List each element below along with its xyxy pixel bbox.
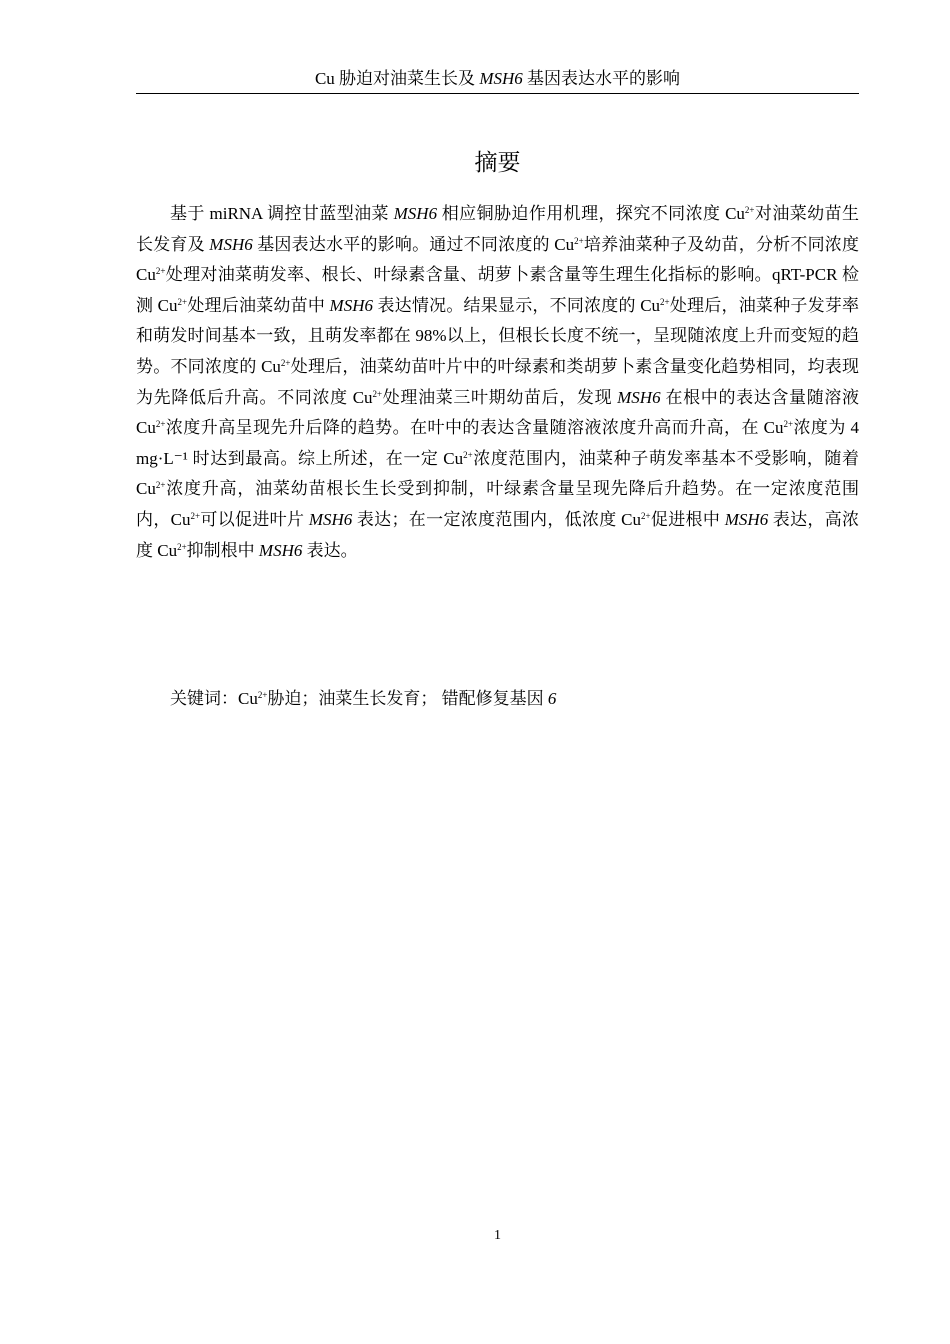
gene-name: MSH6 — [329, 295, 373, 315]
abstract-text: 表达，高浓度 Cu — [136, 509, 860, 560]
abstract-text: 可以促进叶片 — [200, 509, 309, 529]
superscript-charge: 2+ — [190, 510, 201, 521]
page-number: 1 — [494, 1228, 501, 1243]
superscript-charge: 2+ — [155, 419, 166, 430]
superscript-charge: 2+ — [372, 388, 383, 399]
gene-name: MSH6 — [209, 234, 253, 254]
abstract-text: 促进根中 — [650, 509, 725, 529]
superscript-charge: 2+ — [257, 690, 268, 700]
abstract-text: 浓度升高，油菜幼苗根长生长受到抑制，叶绿素含量呈现先降后升趋势。在一定浓度范围内，Cu — [136, 479, 859, 529]
abstract-text: 浓度范围内，油菜种子萌发率基本不受影响，随着 Cu — [136, 448, 859, 499]
abstract-text: 相应铜胁迫作用机理，探究不同浓度 Cu — [437, 204, 745, 223]
abstract-text: 表达；在一定浓度范围内，低浓度 Cu — [352, 509, 642, 529]
keywords-text: 关键词：Cu — [170, 689, 258, 708]
gene-name: MSH6 — [258, 540, 303, 560]
abstract-text: 浓度升高呈现先升后降的趋势。在叶中的表达含量随溶液浓度升高而升高，在 Cu — [165, 418, 784, 438]
abstract-text: 处理对油菜萌发率、根长、叶绿素含量、胡萝卜素含量等生理生化指标的影响。qRT-PCR 检测 Cu — [136, 265, 859, 315]
header-suffix: 基因表达水平的影响 — [522, 69, 681, 88]
abstract-text: 处理油菜三叶期幼苗后，发现 — [382, 387, 618, 407]
abstract-text: 处理后油菜幼苗中 — [187, 295, 330, 315]
keywords-text: 胁迫；油菜生长发育； 错配修复基因 — [267, 689, 548, 708]
running-header — [136, 68, 859, 90]
superscript-charge: 2+ — [155, 480, 166, 491]
header-gene-name: MSH6 — [479, 69, 523, 88]
superscript-charge: 2+ — [463, 449, 473, 460]
abstract-text: 处理后，油菜种子发芽率和萌发时间基本一致，且萌发率都在 98%以上，但根长长度不统一，呈现随浓度上升而变短的趋势。不同浓度的 Cu — [136, 295, 860, 376]
abstract-text: 基因表达水平的影响。通过不同浓度的 Cu — [252, 234, 575, 254]
header-prefix: Cu 胁迫对油菜生长及 — [314, 69, 480, 88]
superscript-charge: 2+ — [280, 357, 291, 368]
header-rule — [136, 93, 859, 94]
abstract-body — [136, 199, 859, 566]
superscript-charge: 2+ — [660, 296, 670, 307]
gene-name: MSH6 — [617, 387, 661, 407]
gene-name: MSH6 — [393, 204, 438, 223]
abstract-text: 浓度为 4 mg·L⁻¹ 时达到最高。综上所述，在一定 Cu — [136, 418, 859, 468]
keywords-line — [136, 684, 859, 714]
gene-name: MSH6 — [308, 509, 353, 529]
abstract-text: 在根中的表达含量随溶液 Cu — [136, 387, 860, 438]
superscript-charge: 2+ — [155, 266, 166, 277]
superscript-charge: 2+ — [641, 510, 651, 521]
superscript-charge: 2+ — [177, 296, 188, 307]
abstract-text: 处理后，油菜幼苗叶片中的叶绿素和类胡萝卜素含量变化趋势相同，均表现为先降低后升高。不同浓度 Cu — [136, 356, 860, 407]
abstract-text: 抑制根中 — [186, 540, 259, 560]
abstract-text: 培养油菜种子及幼苗，分析不同浓度 Cu — [136, 234, 860, 285]
superscript-charge: 2+ — [574, 235, 584, 246]
superscript-charge: 2+ — [177, 541, 187, 552]
abstract-text: 对油菜幼苗生长发育及 — [136, 204, 859, 254]
abstract-title: 摘要 — [474, 150, 521, 176]
superscript-charge: 2+ — [744, 205, 755, 215]
keywords-italic-number: 6 — [547, 689, 557, 708]
abstract-text: 基于 miRNA 调控甘蓝型油菜 — [170, 204, 394, 223]
gene-name: MSH6 — [724, 509, 769, 529]
superscript-charge: 2+ — [783, 419, 794, 430]
abstract-text: 表达情况。结果显示，不同浓度的 Cu — [373, 295, 661, 315]
abstract-text: 表达。 — [302, 540, 358, 560]
